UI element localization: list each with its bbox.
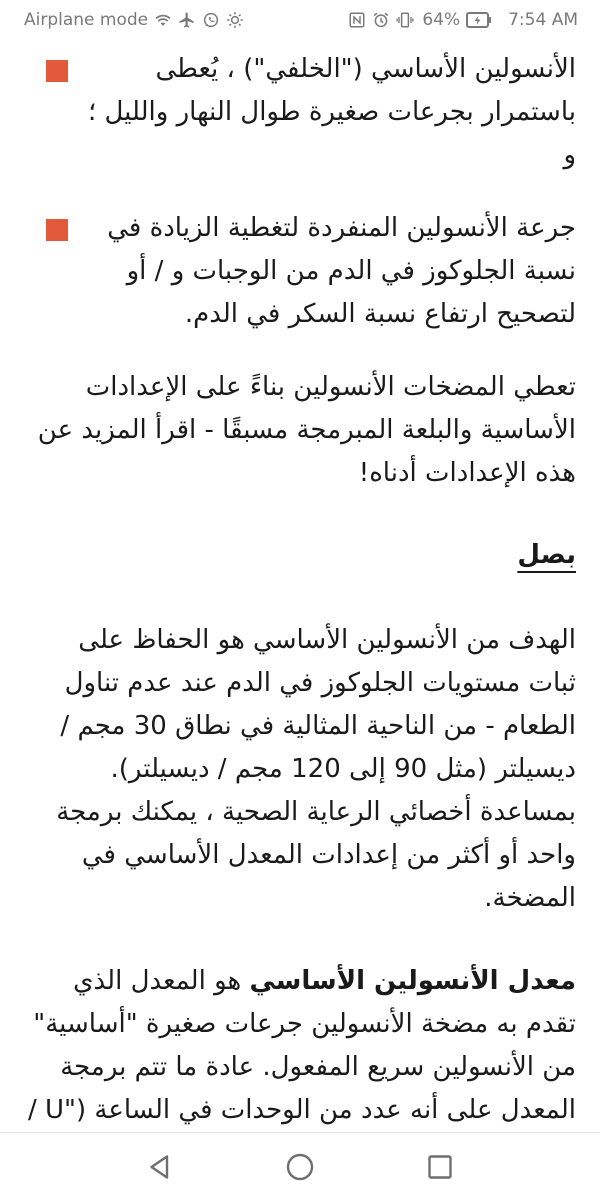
basal-rate-paragraph xyxy=(24,960,576,1132)
section-heading: بصل xyxy=(517,540,576,570)
back-button[interactable] xyxy=(130,1139,190,1195)
list-item xyxy=(24,207,576,336)
nfc-icon xyxy=(348,11,366,29)
alarm-icon xyxy=(372,11,390,29)
status-bar-right xyxy=(348,10,578,30)
whatsapp-icon xyxy=(202,11,220,29)
status-bar-left xyxy=(24,10,244,30)
battery-icon xyxy=(466,11,492,29)
list-item xyxy=(24,48,576,177)
status-bar xyxy=(0,0,600,40)
brightness-icon xyxy=(226,11,244,29)
bullet-square-icon xyxy=(46,219,68,241)
vibrate-icon xyxy=(396,11,414,29)
battery-percent: 64% xyxy=(422,10,461,30)
basal-rate-term: معدل الأنسولين الأساسي xyxy=(249,966,576,996)
clock-time: 7:54 AM xyxy=(508,10,578,30)
recents-icon xyxy=(427,1154,453,1180)
basal-goal-paragraph: الهدف من الأنسولين الأساسي هو الحفاظ على ثبات مستويات الجلوكوز في الدم عند عدم تناول الطعام - من الناحية المثالية في نطاق 30 مجم / ديسيلتر (مثل 90 إلى 120 مجم / ديسيلتر). بمساعدة أخصائي الرعاية الصحية ، يمكنك برمجة واحد أو أكثر من إعدادات المعدل الأساسي في المضخة. xyxy=(56,625,576,913)
back-icon xyxy=(146,1153,174,1181)
basal-rate-description: هو المعدل الذي تقدم به مضخة الأنسولين جرعات صغيرة "أساسية" من الأنسولين سريع المفعول. عادة ما تتم برمجة المعدل على أنه عدد من الوحدات في الساعة ("U / xyxy=(27,966,576,1125)
airplane-icon xyxy=(178,11,196,29)
list-item-text: الأنسولين الأساسي ("الخلفي") ، يُعطى باستمرار بجرعات صغيرة طوال النهار والليل ؛ و xyxy=(87,54,576,170)
bullet-list xyxy=(24,48,576,336)
list-item-text: جرعة الأنسولين المنفردة لتغطية الزيادة في نسبة الجلوكوز في الدم من الوجبات و / أو لتصحيح ارتفاع نسبة السكر في الدم. xyxy=(107,213,576,329)
airplane-mode-label: Airplane mode xyxy=(24,10,149,30)
home-button[interactable] xyxy=(270,1139,330,1195)
wifi-icon xyxy=(154,11,172,29)
bullet-square-icon xyxy=(46,60,68,82)
recents-button[interactable] xyxy=(410,1139,470,1195)
navigation-bar xyxy=(0,1132,600,1200)
home-icon xyxy=(285,1152,315,1182)
intro-paragraph: تعطي المضخات الأنسولين بناءً على الإعدادات الأساسية والبلعة المبرمجة مسبقًا - اقرأ المزيد عن هذه الإعدادات أدناه! xyxy=(37,372,576,488)
article-content[interactable] xyxy=(0,40,600,1132)
